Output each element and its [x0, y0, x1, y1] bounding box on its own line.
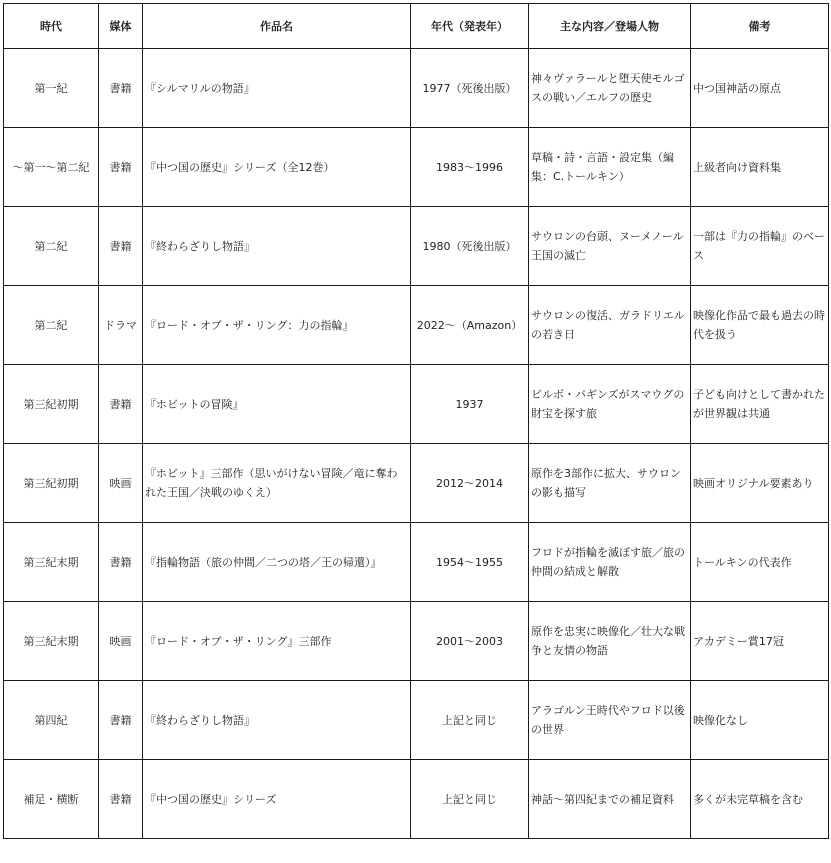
header-title: 作品名	[143, 4, 411, 49]
cell-media: 書籍	[99, 207, 143, 286]
cell-title: 『中つ国の歴史』シリーズ	[143, 760, 411, 839]
cell-title: 『ロード・オブ・ザ・リング』三部作	[143, 602, 411, 681]
cell-content: 原作を忠実に映像化／壮大な戦争と友情の物語	[529, 602, 691, 681]
cell-year: 上記と同じ	[411, 760, 529, 839]
cell-year: 2022～（Amazon）	[411, 286, 529, 365]
cell-year: 1954～1955	[411, 523, 529, 602]
header-era: 時代	[4, 4, 99, 49]
cell-note: 子ども向けとして書かれたが世界観は共通	[691, 365, 829, 444]
cell-year: 1980（死後出版）	[411, 207, 529, 286]
cell-content: 神々ヴァラールと堕天使モルゴスの戦い／エルフの歴史	[529, 49, 691, 128]
header-content: 主な内容／登場人物	[529, 4, 691, 49]
cell-media: 書籍	[99, 760, 143, 839]
cell-note: 映像化作品で最も過去の時代を扱う	[691, 286, 829, 365]
table-row	[4, 760, 829, 839]
cell-content: 草稿・詩・言語・設定集（編集：C.トールキン）	[529, 128, 691, 207]
cell-media: 書籍	[99, 365, 143, 444]
cell-era: 第三紀初期	[4, 365, 99, 444]
cell-title: 『ホビットの冒険』	[143, 365, 411, 444]
header-row	[4, 4, 829, 49]
cell-title: 『ロード・オブ・ザ・リング：力の指輪』	[143, 286, 411, 365]
table-row	[4, 681, 829, 760]
cell-note: 上級者向け資料集	[691, 128, 829, 207]
cell-note: 映像化なし	[691, 681, 829, 760]
cell-media: 書籍	[99, 523, 143, 602]
cell-content: アラゴルン王時代やフロド以後の世界	[529, 681, 691, 760]
cell-year: 2001～2003	[411, 602, 529, 681]
cell-media: 映画	[99, 444, 143, 523]
cell-era: 補足・横断	[4, 760, 99, 839]
cell-content: サウロンの復活、ガラドリエルの若き日	[529, 286, 691, 365]
cell-era: 第三紀末期	[4, 523, 99, 602]
cell-note: 一部は『力の指輪』のベース	[691, 207, 829, 286]
cell-year: 1937	[411, 365, 529, 444]
cell-media: 書籍	[99, 681, 143, 760]
header-media: 媒体	[99, 4, 143, 49]
cell-media: ドラマ	[99, 286, 143, 365]
table-row	[4, 286, 829, 365]
cell-media: 映画	[99, 602, 143, 681]
cell-year: 2012～2014	[411, 444, 529, 523]
cell-era: 第二紀	[4, 286, 99, 365]
header-year: 年代（発表年）	[411, 4, 529, 49]
cell-year: 1977（死後出版）	[411, 49, 529, 128]
table-row	[4, 49, 829, 128]
cell-content: 原作を3部作に拡大、サウロンの影も描写	[529, 444, 691, 523]
cell-year: 上記と同じ	[411, 681, 529, 760]
table-row	[4, 207, 829, 286]
cell-era: 第三紀初期	[4, 444, 99, 523]
cell-content: サウロンの台頭、ヌーメノール王国の滅亡	[529, 207, 691, 286]
cell-era: 第二紀	[4, 207, 99, 286]
media-timeline-table	[3, 3, 829, 839]
cell-era: 第三紀末期	[4, 602, 99, 681]
cell-title: 『ホビット』三部作（思いがけない冒険／竜に奪われた王国／決戦のゆくえ）	[143, 444, 411, 523]
table-row	[4, 523, 829, 602]
cell-title: 『終わらざりし物語』	[143, 207, 411, 286]
table-row	[4, 365, 829, 444]
cell-title: 『指輪物語（旅の仲間／二つの塔／王の帰還）』	[143, 523, 411, 602]
table-row	[4, 128, 829, 207]
cell-note: 映画オリジナル要素あり	[691, 444, 829, 523]
cell-media: 書籍	[99, 128, 143, 207]
table-row	[4, 444, 829, 523]
cell-note: アカデミー賞17冠	[691, 602, 829, 681]
cell-content: フロドが指輪を滅ぼす旅／旅の仲間の結成と解散	[529, 523, 691, 602]
cell-note: 中つ国神話の原点	[691, 49, 829, 128]
cell-era: ～第一～第二紀	[4, 128, 99, 207]
cell-era: 第四紀	[4, 681, 99, 760]
cell-media: 書籍	[99, 49, 143, 128]
cell-content: 神話～第四紀までの補足資料	[529, 760, 691, 839]
header-note: 備考	[691, 4, 829, 49]
cell-note: トールキンの代表作	[691, 523, 829, 602]
cell-title: 『シルマリルの物語』	[143, 49, 411, 128]
cell-title: 『中つ国の歴史』シリーズ（全12巻）	[143, 128, 411, 207]
cell-note: 多くが未完草稿を含む	[691, 760, 829, 839]
cell-content: ビルボ・バギンズがスマウグの財宝を探す旅	[529, 365, 691, 444]
cell-title: 『終わらざりし物語』	[143, 681, 411, 760]
table-row	[4, 602, 829, 681]
cell-year: 1983～1996	[411, 128, 529, 207]
cell-era: 第一紀	[4, 49, 99, 128]
